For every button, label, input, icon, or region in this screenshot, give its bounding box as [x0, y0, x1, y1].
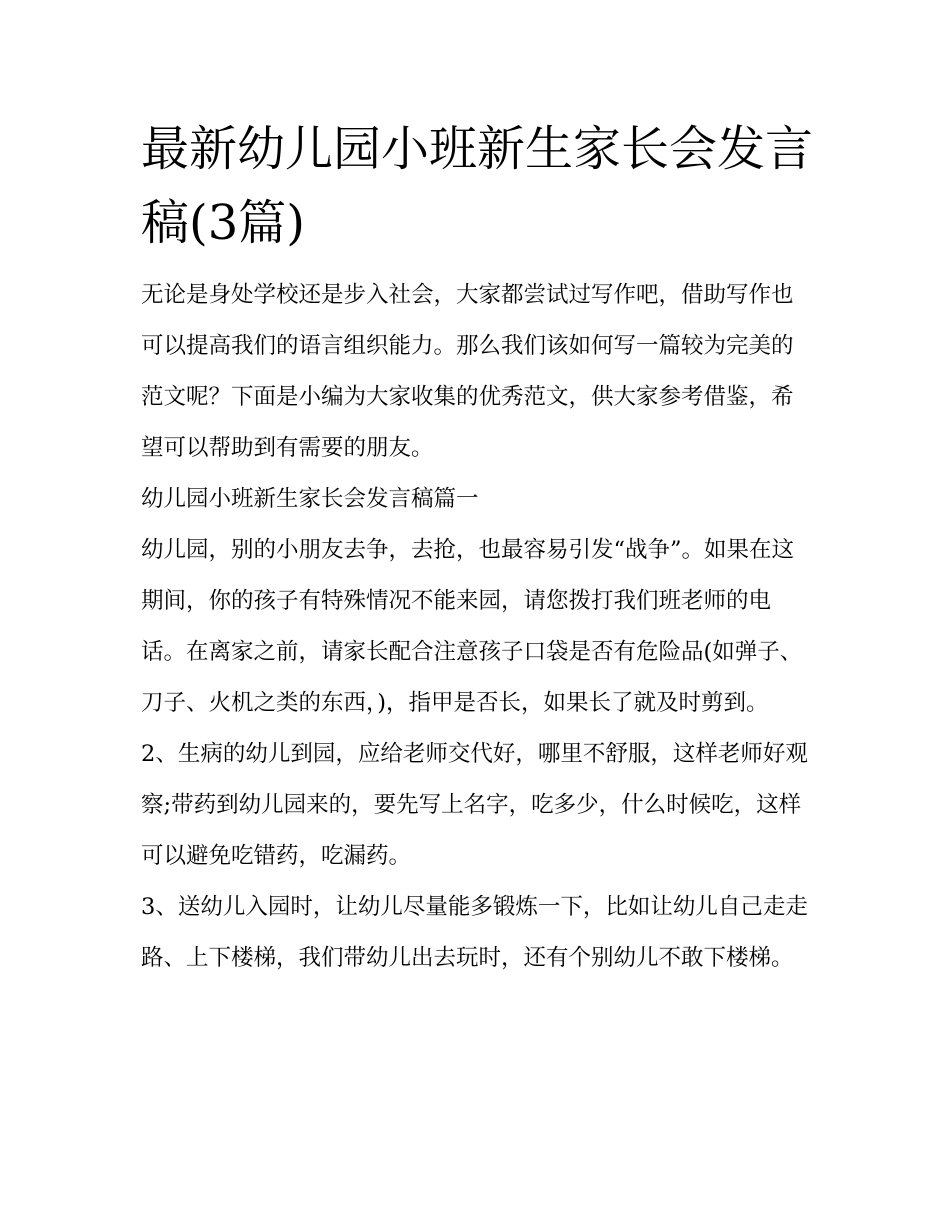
intro-paragraph: 无论是身处学校还是步入社会，大家都尝试过写作吧，借助写作也可以提高我们的语言组织能力。那么我们该如何写一篇较为完美的范文呢？下面是小编为大家收集的优秀范文，供大家参考借鉴，希望可以帮助到有需要的朋友。: [141, 282, 794, 461]
document-title: 最新幼儿园小班新生家长会发言稿(3篇): [141, 121, 814, 251]
body-paragraph: 2、生病的幼儿到园，应给老师交代好，哪里不舒服，这样老师好观察;带药到幼儿园来的，要先写上名字，吃多少，什么时候吃，这样可以避免吃错药，吃漏药。: [141, 741, 808, 869]
document-body: [141, 112, 813, 984]
section-heading: 幼儿园小班新生家长会发言稿篇一: [141, 486, 479, 512]
body-paragraph: 3、送幼儿入园时，让幼儿尽量能多锻炼一下，比如让幼儿自己走走路、上下楼梯，我们带幼儿出去玩时，还有个别幼儿不敢下楼梯。: [141, 894, 808, 971]
body-paragraph: 幼儿园，别的小朋友去争，去抢，也最容易引发“战争”。如果在这期间，你的孩子有特殊情况不能来园，请您拨打我们班老师的电话。在离家之前，请家长配合注意孩子口袋是否有危险品(如弹子、刀子、火机之类的东西，)，指甲是否长，如果长了就及时剪到。: [141, 537, 803, 716]
